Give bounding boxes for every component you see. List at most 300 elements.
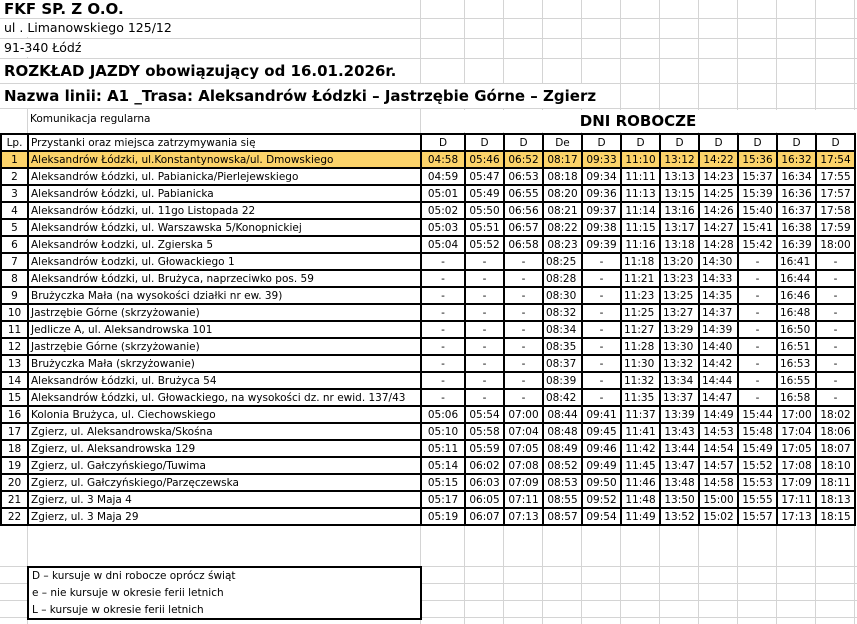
course-code: D <box>816 134 855 151</box>
departure-time: 13:29 <box>660 321 699 338</box>
stop-name: Zgierz, ul. 3 Maja 4 <box>28 491 421 508</box>
departure-time: - <box>582 338 621 355</box>
departure-time: 06:53 <box>504 168 543 185</box>
departure-time: - <box>504 338 543 355</box>
departure-time: 13:48 <box>660 474 699 491</box>
departure-time: 17:04 <box>777 423 816 440</box>
departure-time: 14:40 <box>699 338 738 355</box>
departure-time: 07:05 <box>504 440 543 457</box>
departure-time: 08:21 <box>543 202 582 219</box>
stop-number: 11 <box>1 321 28 338</box>
departure-time: 16:32 <box>777 151 816 168</box>
departure-time: 05:58 <box>465 423 504 440</box>
timetable-row <box>1 457 855 474</box>
stop-number: 9 <box>1 287 28 304</box>
departure-time: - <box>582 287 621 304</box>
legend-item-d: D – kursuje w dni robocze oprócz świąt <box>32 570 236 582</box>
departure-time: 18:02 <box>816 406 855 423</box>
departure-time: - <box>421 372 465 389</box>
timetable-row <box>1 508 855 525</box>
departure-time: 05:51 <box>465 219 504 236</box>
departure-time: - <box>816 338 855 355</box>
timetable-header-row <box>1 134 855 151</box>
departure-time: - <box>816 355 855 372</box>
timetable-row <box>1 406 855 423</box>
stop-number: 5 <box>1 219 28 236</box>
departure-time: 17:13 <box>777 508 816 525</box>
company-address-street: ul . Limanowskiego 125/12 <box>4 20 172 35</box>
departure-time: 07:00 <box>504 406 543 423</box>
departure-time: 11:23 <box>621 287 660 304</box>
departure-time: 11:30 <box>621 355 660 372</box>
departure-time: 06:03 <box>465 474 504 491</box>
departure-time: 15:57 <box>738 508 777 525</box>
departure-time: 08:44 <box>543 406 582 423</box>
departure-time: 05:19 <box>421 508 465 525</box>
departure-time: 05:06 <box>421 406 465 423</box>
stop-number: 2 <box>1 168 28 185</box>
departure-time: - <box>421 321 465 338</box>
departure-time: 11:27 <box>621 321 660 338</box>
departure-time: 17:00 <box>777 406 816 423</box>
timetable-row <box>1 253 855 270</box>
departure-time: - <box>465 338 504 355</box>
departure-time: 11:16 <box>621 236 660 253</box>
course-code: D <box>777 134 816 151</box>
departure-time: - <box>816 287 855 304</box>
departure-time: 08:18 <box>543 168 582 185</box>
departure-time: 11:25 <box>621 304 660 321</box>
stop-number: 1 <box>1 151 28 168</box>
departure-time: 05:17 <box>421 491 465 508</box>
departure-time: 15:02 <box>699 508 738 525</box>
departure-time: 06:05 <box>465 491 504 508</box>
departure-time: - <box>582 270 621 287</box>
departure-time: 11:14 <box>621 202 660 219</box>
departure-time: - <box>504 321 543 338</box>
stop-number: 10 <box>1 304 28 321</box>
departure-time: 06:02 <box>465 457 504 474</box>
departure-time: 09:50 <box>582 474 621 491</box>
departure-time: 09:39 <box>582 236 621 253</box>
departure-time: 05:54 <box>465 406 504 423</box>
departure-time: - <box>738 270 777 287</box>
stop-name: Zgierz, ul. Aleksandrowska/Skośna <box>28 423 421 440</box>
stop-number: 4 <box>1 202 28 219</box>
departure-time: 08:23 <box>543 236 582 253</box>
departure-time: 05:01 <box>421 185 465 202</box>
departure-time: 11:37 <box>621 406 660 423</box>
course-code: De <box>543 134 582 151</box>
departure-time: 05:04 <box>421 236 465 253</box>
departure-time: 05:10 <box>421 423 465 440</box>
departure-time: - <box>504 304 543 321</box>
timetable-row <box>1 270 855 287</box>
stop-number: 21 <box>1 491 28 508</box>
timetable-row <box>1 185 855 202</box>
timetable-row <box>1 474 855 491</box>
departure-time: 11:35 <box>621 389 660 406</box>
departure-time: - <box>465 389 504 406</box>
departure-time: 08:48 <box>543 423 582 440</box>
departure-time: 17:58 <box>816 202 855 219</box>
departure-time: - <box>421 287 465 304</box>
timetable-row <box>1 151 855 168</box>
stop-number: 3 <box>1 185 28 202</box>
stop-name: Zgierz, ul. Aleksandrowska 129 <box>28 440 421 457</box>
stop-name: Aleksandrów Łódzki, ul. Warszawska 5/Konopnickiej <box>28 219 421 236</box>
departure-time: 09:52 <box>582 491 621 508</box>
departure-time: 13:32 <box>660 355 699 372</box>
departure-time: 17:05 <box>777 440 816 457</box>
departure-time: 06:55 <box>504 185 543 202</box>
departure-time: 06:07 <box>465 508 504 525</box>
course-code: D <box>582 134 621 151</box>
departure-time: 11:41 <box>621 423 660 440</box>
departure-time: 07:08 <box>504 457 543 474</box>
departure-time: 14:53 <box>699 423 738 440</box>
stop-number: 14 <box>1 372 28 389</box>
departure-time: 18:06 <box>816 423 855 440</box>
departure-time: 11:32 <box>621 372 660 389</box>
departure-time: 16:46 <box>777 287 816 304</box>
departure-time: 09:37 <box>582 202 621 219</box>
departure-time: 15:49 <box>738 440 777 457</box>
departure-time: - <box>738 389 777 406</box>
departure-time: 11:46 <box>621 474 660 491</box>
departure-time: 06:52 <box>504 151 543 168</box>
line-route-title: Nazwa linii: A1 _Trasa: Aleksandrów Łódzki – Jastrzębie Górne – Zgierz <box>4 84 596 108</box>
timetable-row <box>1 168 855 185</box>
departure-time: 13:20 <box>660 253 699 270</box>
stop-name: Aleksandrów Łodzki, ul. Głowackiego 1 <box>28 253 421 270</box>
departure-time: - <box>465 355 504 372</box>
timetable-row <box>1 440 855 457</box>
departure-time: 16:39 <box>777 236 816 253</box>
departure-time: - <box>582 389 621 406</box>
departure-time: 18:10 <box>816 457 855 474</box>
departure-time: 04:58 <box>421 151 465 168</box>
timetable-row <box>1 423 855 440</box>
departure-time: 16:48 <box>777 304 816 321</box>
legend-box <box>27 566 422 620</box>
departure-time: - <box>465 304 504 321</box>
departure-time: 16:51 <box>777 338 816 355</box>
departure-time: 17:59 <box>816 219 855 236</box>
departure-time: 15:36 <box>738 151 777 168</box>
departure-time: 15:37 <box>738 168 777 185</box>
departure-time: 14:22 <box>699 151 738 168</box>
course-code: D <box>738 134 777 151</box>
departure-time: 04:59 <box>421 168 465 185</box>
departure-time: - <box>504 287 543 304</box>
departure-time: - <box>816 270 855 287</box>
departure-time: 07:13 <box>504 508 543 525</box>
departure-time: 18:07 <box>816 440 855 457</box>
departure-time: 08:32 <box>543 304 582 321</box>
stop-name: Brużyczka Mała (skrzyżowanie) <box>28 355 421 372</box>
departure-time: 16:50 <box>777 321 816 338</box>
departure-time: 09:41 <box>582 406 621 423</box>
departure-time: 15:40 <box>738 202 777 219</box>
departure-time: 05:47 <box>465 168 504 185</box>
departure-time: 16:53 <box>777 355 816 372</box>
stop-name: Aleksandrów Łódzki, ul. Pabianicka/Pierlejewskiego <box>28 168 421 185</box>
departure-time: 11:42 <box>621 440 660 457</box>
stop-name: Zgierz, ul. Gałczyńskiego/Tuwima <box>28 457 421 474</box>
course-code: D <box>660 134 699 151</box>
departure-time: - <box>465 253 504 270</box>
departure-time: 07:09 <box>504 474 543 491</box>
departure-time: 17:08 <box>777 457 816 474</box>
departure-time: 14:30 <box>699 253 738 270</box>
timetable-row <box>1 389 855 406</box>
departure-time: 14:44 <box>699 372 738 389</box>
departure-time: 05:11 <box>421 440 465 457</box>
departure-time: 05:15 <box>421 474 465 491</box>
departure-time: 08:52 <box>543 457 582 474</box>
departure-time: - <box>504 355 543 372</box>
company-address-city: 91-340 Łódź <box>4 40 82 55</box>
departure-time: 13:15 <box>660 185 699 202</box>
departure-time: 17:11 <box>777 491 816 508</box>
departure-time: 11:13 <box>621 185 660 202</box>
departure-time: 05:46 <box>465 151 504 168</box>
stop-number: 13 <box>1 355 28 372</box>
departure-time: 14:42 <box>699 355 738 372</box>
departure-time: 14:35 <box>699 287 738 304</box>
departure-time: - <box>738 253 777 270</box>
departure-time: 05:52 <box>465 236 504 253</box>
departure-time: 17:54 <box>816 151 855 168</box>
departure-time: 09:36 <box>582 185 621 202</box>
departure-time: 08:42 <box>543 389 582 406</box>
departure-time: 08:49 <box>543 440 582 457</box>
departure-time: - <box>504 253 543 270</box>
gridline <box>0 38 857 39</box>
stop-number: 16 <box>1 406 28 423</box>
course-code: D <box>421 134 465 151</box>
departure-time: 11:15 <box>621 219 660 236</box>
departure-time: 18:15 <box>816 508 855 525</box>
gridline <box>0 108 857 109</box>
stop-name: Jastrzębie Górne (skrzyżowanie) <box>28 338 421 355</box>
departure-time: - <box>816 304 855 321</box>
departure-time: - <box>738 287 777 304</box>
departure-time: 09:38 <box>582 219 621 236</box>
stop-number: 12 <box>1 338 28 355</box>
departure-time: 13:16 <box>660 202 699 219</box>
departure-time: - <box>816 389 855 406</box>
stop-name: Aleksandrów Łódzki, ul. Pabianicka <box>28 185 421 202</box>
timetable-row <box>1 355 855 372</box>
departure-time: 16:37 <box>777 202 816 219</box>
stop-number: 8 <box>1 270 28 287</box>
departure-time: 13:30 <box>660 338 699 355</box>
departure-time: 17:09 <box>777 474 816 491</box>
departure-time: 13:47 <box>660 457 699 474</box>
departure-time: 13:52 <box>660 508 699 525</box>
departure-time: 08:55 <box>543 491 582 508</box>
departure-time: - <box>582 372 621 389</box>
departure-time: 13:50 <box>660 491 699 508</box>
departure-time: 11:18 <box>621 253 660 270</box>
timetable-row <box>1 338 855 355</box>
legend-item-e: e – nie kursuje w okresie ferii letnich <box>32 587 224 599</box>
departure-time: 13:44 <box>660 440 699 457</box>
departure-time: - <box>421 389 465 406</box>
departure-time: 06:57 <box>504 219 543 236</box>
stop-number: 17 <box>1 423 28 440</box>
departure-time: - <box>465 270 504 287</box>
departure-time: 08:30 <box>543 287 582 304</box>
departure-time: 14:33 <box>699 270 738 287</box>
departure-time: 05:03 <box>421 219 465 236</box>
departure-time: - <box>421 355 465 372</box>
departure-time: 16:41 <box>777 253 816 270</box>
stop-name: Aleksandrów Łódzki, ul. Brużyca 54 <box>28 372 421 389</box>
timetable-row <box>1 202 855 219</box>
departure-time: - <box>738 304 777 321</box>
departure-time: 13:23 <box>660 270 699 287</box>
departure-time: 14:28 <box>699 236 738 253</box>
timetable-row <box>1 304 855 321</box>
timetable-row <box>1 219 855 236</box>
course-code: D <box>504 134 543 151</box>
departure-time: - <box>504 389 543 406</box>
course-code: D <box>465 134 504 151</box>
departure-time: 11:21 <box>621 270 660 287</box>
departure-time: - <box>504 270 543 287</box>
departure-time: - <box>816 253 855 270</box>
departure-time: 14:26 <box>699 202 738 219</box>
departure-time: 15:44 <box>738 406 777 423</box>
departure-time: 05:50 <box>465 202 504 219</box>
stop-name: Jastrzębie Górne (skrzyżowanie) <box>28 304 421 321</box>
stop-name: Aleksandrów Łódzki, ul. 11go Listopada 22 <box>28 202 421 219</box>
departure-time: 08:25 <box>543 253 582 270</box>
stop-name: Kolonia Brużyca, ul. Ciechowskiego <box>28 406 421 423</box>
departure-time: 16:44 <box>777 270 816 287</box>
departure-time: 13:12 <box>660 151 699 168</box>
stop-number: 18 <box>1 440 28 457</box>
legend-item-l: L – kursuje w okresie ferii letnich <box>32 604 204 616</box>
departure-time: 16:34 <box>777 168 816 185</box>
departure-time: 08:39 <box>543 372 582 389</box>
departure-time: 13:39 <box>660 406 699 423</box>
departure-time: 15:53 <box>738 474 777 491</box>
stop-name: Jedlicze A, ul. Aleksandrowska 101 <box>28 321 421 338</box>
stop-name: Zgierz, ul. Gałczyńskiego/Parzęczewska <box>28 474 421 491</box>
stop-number: 19 <box>1 457 28 474</box>
departure-time: 14:57 <box>699 457 738 474</box>
departure-time: - <box>816 321 855 338</box>
departure-time: 07:04 <box>504 423 543 440</box>
departure-time: - <box>582 355 621 372</box>
departure-time: - <box>504 372 543 389</box>
departure-time: 09:49 <box>582 457 621 474</box>
departure-time: 15:55 <box>738 491 777 508</box>
departure-time: 13:27 <box>660 304 699 321</box>
departure-time: 07:11 <box>504 491 543 508</box>
departure-time: 08:35 <box>543 338 582 355</box>
departure-time: 13:34 <box>660 372 699 389</box>
departure-time: 05:49 <box>465 185 504 202</box>
schedule-title: ROZKŁAD JAZDY obowiązujący od 16.01.2026r. <box>4 59 396 83</box>
timetable-row <box>1 491 855 508</box>
departure-time: 15:48 <box>738 423 777 440</box>
departure-time: - <box>738 355 777 372</box>
departure-time: 09:45 <box>582 423 621 440</box>
departure-time: - <box>465 287 504 304</box>
timetable-row <box>1 372 855 389</box>
stop-name: Aleksandrów Łódzki, ul. Głowackiego, na wysokości dz. nr ewid. 137/43 <box>28 389 421 406</box>
departure-time: 08:34 <box>543 321 582 338</box>
departure-time: - <box>582 321 621 338</box>
timetable-row <box>1 287 855 304</box>
departure-time: - <box>421 270 465 287</box>
departure-time: 15:39 <box>738 185 777 202</box>
departure-time: 11:45 <box>621 457 660 474</box>
departure-time: 11:48 <box>621 491 660 508</box>
departure-time: 05:02 <box>421 202 465 219</box>
departure-time: 08:20 <box>543 185 582 202</box>
departure-time: 15:42 <box>738 236 777 253</box>
column-header-stop: Przystanki oraz miejsca zatrzymywania się <box>28 134 421 151</box>
departure-time: 14:58 <box>699 474 738 491</box>
service-type-label: Komunikacja regularna <box>30 113 154 125</box>
departure-time: 15:52 <box>738 457 777 474</box>
course-code: D <box>699 134 738 151</box>
stop-name: Aleksandrów Łódzki, ul. Brużyca, naprzeciwko pos. 59 <box>28 270 421 287</box>
departure-time: 16:36 <box>777 185 816 202</box>
timetable <box>0 133 856 526</box>
departure-time: 18:13 <box>816 491 855 508</box>
stop-number: 15 <box>1 389 28 406</box>
departure-time: 13:17 <box>660 219 699 236</box>
departure-time: 14:39 <box>699 321 738 338</box>
departure-time: 06:58 <box>504 236 543 253</box>
departure-time: - <box>738 338 777 355</box>
departure-time: 13:43 <box>660 423 699 440</box>
departure-time: - <box>738 321 777 338</box>
departure-time: 17:57 <box>816 185 855 202</box>
timetable-row <box>1 236 855 253</box>
departure-time: 13:18 <box>660 236 699 253</box>
departure-time: 18:11 <box>816 474 855 491</box>
departure-time: 08:17 <box>543 151 582 168</box>
departure-time: 09:34 <box>582 168 621 185</box>
departure-time: 05:59 <box>465 440 504 457</box>
stop-name: Zgierz, ul. 3 Maja 29 <box>28 508 421 525</box>
departure-time: 17:55 <box>816 168 855 185</box>
departure-time: 16:38 <box>777 219 816 236</box>
departure-time: - <box>421 304 465 321</box>
stop-name: Brużyczka Mała (na wysokości działki nr ew. 39) <box>28 287 421 304</box>
departure-time: 09:46 <box>582 440 621 457</box>
day-type-heading: DNI ROBOCZE <box>421 110 855 132</box>
departure-time: 13:25 <box>660 287 699 304</box>
departure-time: 09:54 <box>582 508 621 525</box>
departure-time: 08:53 <box>543 474 582 491</box>
departure-time: 16:58 <box>777 389 816 406</box>
stop-name: Aleksandrów Łódzki, ul.Konstantynowska/ul. Dmowskiego <box>28 151 421 168</box>
departure-time: 13:13 <box>660 168 699 185</box>
departure-time: 08:22 <box>543 219 582 236</box>
departure-time: - <box>816 372 855 389</box>
departure-time: 08:37 <box>543 355 582 372</box>
departure-time: 14:49 <box>699 406 738 423</box>
